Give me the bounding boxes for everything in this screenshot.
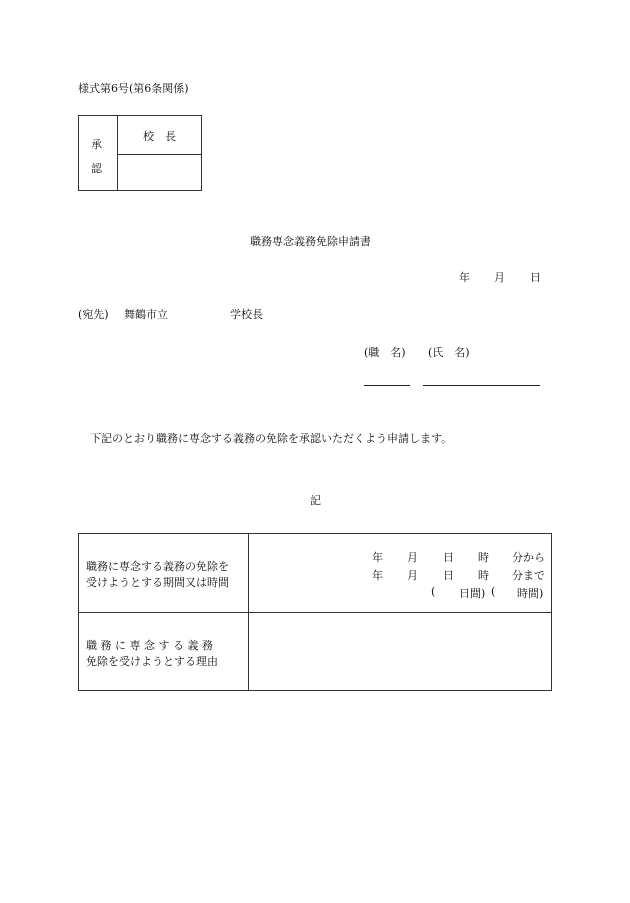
note-heading: 記 (310, 494, 321, 507)
duration-open-days: ( (431, 585, 436, 598)
from-day: 日 (443, 551, 454, 564)
detail-table (78, 533, 552, 691)
period-input-area[interactable] (249, 534, 551, 612)
to-hour: 時 (478, 569, 489, 582)
period-label-line1: 職務に専念する義務の免除を (86, 560, 229, 573)
duration-open-hours: ( (491, 585, 496, 598)
document-title: 職務専念義務免除申請書 (250, 235, 371, 248)
date-year: 年 (459, 271, 470, 284)
to-month: 月 (407, 569, 418, 582)
approval-box (78, 115, 202, 191)
date-month: 月 (494, 271, 505, 284)
addressee-city-school: 舞鶴市立 (124, 308, 168, 321)
principal-seal-field[interactable] (118, 155, 201, 190)
applicant-position-label: (職 名) (364, 346, 406, 359)
applicant-name-label: (氏 名) (428, 346, 470, 359)
from-month: 月 (407, 551, 418, 564)
principal-label: 校 長 (143, 130, 176, 143)
request-body-text: 下記のとおり職務に専念する義務の免除を承認いただくよう申請します。 (90, 432, 453, 445)
name-signature-line[interactable] (423, 385, 540, 386)
to-day: 日 (443, 569, 454, 582)
date-day: 日 (530, 271, 541, 284)
duration-days-label: 日間) (459, 587, 486, 600)
approval-side-label-2: 認 (91, 162, 102, 175)
addressee-principal: 学校長 (230, 308, 263, 321)
reason-label-line2: 免除を受けようとする理由 (86, 655, 218, 668)
from-minute: 分から (512, 551, 545, 564)
to-minute: 分まで (512, 569, 545, 582)
period-label-line2: 受けようとする期間又は時間 (86, 576, 229, 589)
reason-label-line1: 職 務 に 専 念 す る 義 務 (86, 639, 213, 652)
addressee-prefix: (宛先) (78, 308, 109, 321)
form-number: 様式第6号(第6条関係) (78, 82, 189, 95)
approval-side-label-1: 承 (91, 138, 102, 151)
reason-input-area[interactable] (249, 613, 551, 690)
duration-hours-label: 時間) (517, 587, 544, 600)
position-signature-line[interactable] (364, 385, 410, 386)
to-year: 年 (372, 569, 383, 582)
from-hour: 時 (478, 551, 489, 564)
from-year: 年 (372, 551, 383, 564)
